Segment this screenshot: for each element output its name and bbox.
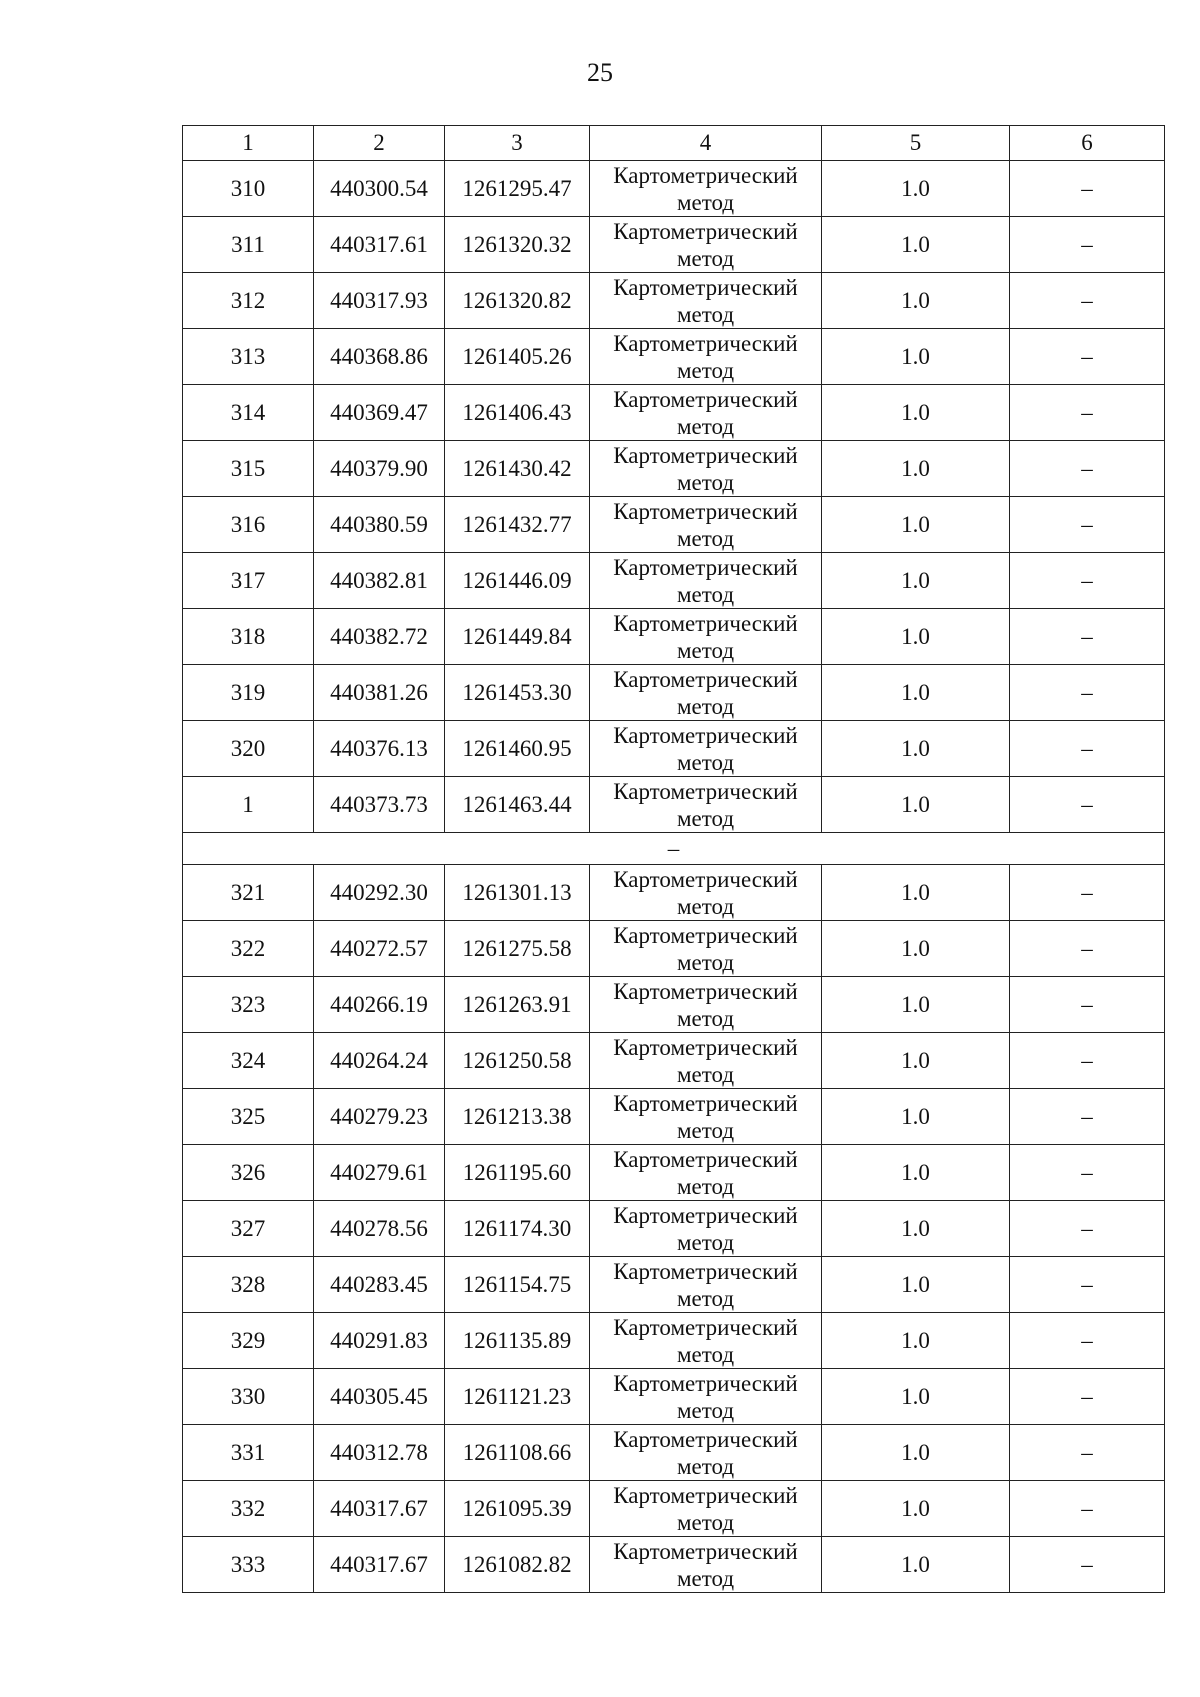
point-number-cell: 318 <box>183 609 314 665</box>
method-line-1: Картометрический <box>613 722 798 748</box>
x-coordinate-cell: 440266.19 <box>314 977 445 1033</box>
y-coordinate-cell: 1261301.13 <box>445 865 590 921</box>
y-coordinate-cell: 1261405.26 <box>445 329 590 385</box>
table-row <box>183 777 1165 833</box>
method-line-1: Картометрический <box>613 1258 798 1284</box>
method-line-1: Картометрический <box>613 922 798 948</box>
method-line-2: метод <box>676 749 735 775</box>
method-cell <box>590 273 822 329</box>
method-cell <box>590 217 822 273</box>
method-cell <box>590 553 822 609</box>
method-line-2: метод <box>676 245 735 271</box>
x-coordinate-cell: 440264.24 <box>314 1033 445 1089</box>
description-cell: – <box>1010 329 1165 385</box>
method-line-1: Картометрический <box>613 498 798 524</box>
point-number-cell: 325 <box>183 1089 314 1145</box>
point-number-cell: 1 <box>183 777 314 833</box>
method-line-1: Картометрический <box>613 1202 798 1228</box>
table-row <box>183 609 1165 665</box>
y-coordinate-cell: 1261263.91 <box>445 977 590 1033</box>
y-coordinate-cell: 1261320.32 <box>445 217 590 273</box>
method-line-1: Картометрический <box>613 554 798 580</box>
method-line-2: метод <box>676 581 735 607</box>
point-number-cell: 310 <box>183 161 314 217</box>
point-number-cell: 313 <box>183 329 314 385</box>
method-line-1: Картометрический <box>613 1314 798 1340</box>
y-coordinate-cell: 1261275.58 <box>445 921 590 977</box>
accuracy-cell: 1.0 <box>822 1425 1010 1481</box>
x-coordinate-cell: 440373.73 <box>314 777 445 833</box>
description-cell: – <box>1010 385 1165 441</box>
point-number-cell: 312 <box>183 273 314 329</box>
accuracy-cell: 1.0 <box>822 721 1010 777</box>
y-coordinate-cell: 1261320.82 <box>445 273 590 329</box>
description-cell: – <box>1010 1145 1165 1201</box>
point-number-cell: 326 <box>183 1145 314 1201</box>
method-line-2: метод <box>676 1229 735 1255</box>
y-coordinate-cell: 1261095.39 <box>445 1481 590 1537</box>
section-separator: – <box>183 833 1165 865</box>
accuracy-cell: 1.0 <box>822 385 1010 441</box>
table-row <box>183 1257 1165 1313</box>
method-cell <box>590 777 822 833</box>
accuracy-cell: 1.0 <box>822 1369 1010 1425</box>
table-row <box>183 1481 1165 1537</box>
method-cell <box>590 865 822 921</box>
method-cell <box>590 977 822 1033</box>
accuracy-cell: 1.0 <box>822 609 1010 665</box>
method-line-1: Картометрический <box>613 330 798 356</box>
table-row <box>183 665 1165 721</box>
table-row <box>183 1145 1165 1201</box>
description-cell: – <box>1010 497 1165 553</box>
point-number-cell: 316 <box>183 497 314 553</box>
point-number-cell: 321 <box>183 865 314 921</box>
method-cell <box>590 665 822 721</box>
column-header: 4 <box>590 126 822 161</box>
description-cell: – <box>1010 609 1165 665</box>
column-header: 5 <box>822 126 1010 161</box>
x-coordinate-cell: 440279.61 <box>314 1145 445 1201</box>
description-cell: – <box>1010 1257 1165 1313</box>
method-line-1: Картометрический <box>613 666 798 692</box>
method-line-1: Картометрический <box>613 1034 798 1060</box>
accuracy-cell: 1.0 <box>822 1257 1010 1313</box>
table-row <box>183 553 1165 609</box>
y-coordinate-cell: 1261446.09 <box>445 553 590 609</box>
description-cell: – <box>1010 1201 1165 1257</box>
table-row <box>183 385 1165 441</box>
description-cell: – <box>1010 865 1165 921</box>
accuracy-cell: 1.0 <box>822 441 1010 497</box>
description-cell: – <box>1010 1537 1165 1593</box>
table-row <box>183 161 1165 217</box>
method-line-2: метод <box>676 301 735 327</box>
x-coordinate-cell: 440317.61 <box>314 217 445 273</box>
method-line-1: Картометрический <box>613 386 798 412</box>
x-coordinate-cell: 440300.54 <box>314 161 445 217</box>
method-line-2: метод <box>676 1061 735 1087</box>
x-coordinate-cell: 440292.30 <box>314 865 445 921</box>
description-cell: – <box>1010 1425 1165 1481</box>
method-line-1: Картометрический <box>613 866 798 892</box>
table-row <box>183 273 1165 329</box>
point-number-cell: 331 <box>183 1425 314 1481</box>
description-cell: – <box>1010 217 1165 273</box>
description-cell: – <box>1010 777 1165 833</box>
accuracy-cell: 1.0 <box>822 865 1010 921</box>
description-cell: – <box>1010 441 1165 497</box>
description-cell: – <box>1010 553 1165 609</box>
y-coordinate-cell: 1261121.23 <box>445 1369 590 1425</box>
point-number-cell: 327 <box>183 1201 314 1257</box>
method-line-2: метод <box>676 189 735 215</box>
method-cell <box>590 1537 822 1593</box>
y-coordinate-cell: 1261108.66 <box>445 1425 590 1481</box>
method-line-1: Картометрический <box>613 1538 798 1564</box>
coordinates-table <box>182 125 1165 1593</box>
table-row <box>183 977 1165 1033</box>
y-coordinate-cell: 1261430.42 <box>445 441 590 497</box>
accuracy-cell: 1.0 <box>822 921 1010 977</box>
accuracy-cell: 1.0 <box>822 1033 1010 1089</box>
table-row <box>183 1313 1165 1369</box>
method-line-1: Картометрический <box>613 1146 798 1172</box>
point-number-cell: 332 <box>183 1481 314 1537</box>
point-number-cell: 329 <box>183 1313 314 1369</box>
method-cell <box>590 161 822 217</box>
method-line-1: Картометрический <box>613 978 798 1004</box>
point-number-cell: 320 <box>183 721 314 777</box>
method-line-2: метод <box>676 637 735 663</box>
y-coordinate-cell: 1261135.89 <box>445 1313 590 1369</box>
table-row <box>183 921 1165 977</box>
accuracy-cell: 1.0 <box>822 161 1010 217</box>
method-cell <box>590 329 822 385</box>
x-coordinate-cell: 440283.45 <box>314 1257 445 1313</box>
method-cell <box>590 1313 822 1369</box>
x-coordinate-cell: 440317.67 <box>314 1481 445 1537</box>
table-row <box>183 329 1165 385</box>
method-cell <box>590 609 822 665</box>
method-cell <box>590 1033 822 1089</box>
method-line-1: Картометрический <box>613 442 798 468</box>
table-row <box>183 865 1165 921</box>
method-cell <box>590 441 822 497</box>
accuracy-cell: 1.0 <box>822 1145 1010 1201</box>
method-line-1: Картометрический <box>613 274 798 300</box>
method-line-2: метод <box>676 1285 735 1311</box>
y-coordinate-cell: 1261432.77 <box>445 497 590 553</box>
x-coordinate-cell: 440317.67 <box>314 1537 445 1593</box>
method-line-2: метод <box>676 1341 735 1367</box>
column-header: 2 <box>314 126 445 161</box>
method-line-2: метод <box>676 1005 735 1031</box>
method-cell <box>590 1481 822 1537</box>
point-number-cell: 323 <box>183 977 314 1033</box>
table-row <box>183 721 1165 777</box>
method-line-1: Картометрический <box>613 1090 798 1116</box>
accuracy-cell: 1.0 <box>822 217 1010 273</box>
point-number-cell: 324 <box>183 1033 314 1089</box>
method-cell <box>590 1369 822 1425</box>
accuracy-cell: 1.0 <box>822 777 1010 833</box>
method-line-2: метод <box>676 949 735 975</box>
method-line-2: метод <box>676 1117 735 1143</box>
method-line-2: метод <box>676 1173 735 1199</box>
accuracy-cell: 1.0 <box>822 1481 1010 1537</box>
table-row <box>183 1033 1165 1089</box>
method-line-1: Картометрический <box>613 1370 798 1396</box>
description-cell: – <box>1010 665 1165 721</box>
method-cell <box>590 721 822 777</box>
method-line-2: метод <box>676 693 735 719</box>
point-number-cell: 330 <box>183 1369 314 1425</box>
table-row <box>183 1369 1165 1425</box>
table-row <box>183 1201 1165 1257</box>
y-coordinate-cell: 1261463.44 <box>445 777 590 833</box>
accuracy-cell: 1.0 <box>822 665 1010 721</box>
method-line-2: метод <box>676 893 735 919</box>
accuracy-cell: 1.0 <box>822 1313 1010 1369</box>
point-number-cell: 333 <box>183 1537 314 1593</box>
method-cell <box>590 385 822 441</box>
method-line-2: метод <box>676 469 735 495</box>
method-line-1: Картометрический <box>613 1482 798 1508</box>
method-line-2: метод <box>676 805 735 831</box>
description-cell: – <box>1010 161 1165 217</box>
column-header: 1 <box>183 126 314 161</box>
method-line-1: Картометрический <box>613 610 798 636</box>
method-line-1: Картометрический <box>613 778 798 804</box>
method-line-2: метод <box>676 357 735 383</box>
method-cell <box>590 1145 822 1201</box>
point-number-cell: 311 <box>183 217 314 273</box>
y-coordinate-cell: 1261174.30 <box>445 1201 590 1257</box>
accuracy-cell: 1.0 <box>822 977 1010 1033</box>
table-row <box>183 217 1165 273</box>
x-coordinate-cell: 440379.90 <box>314 441 445 497</box>
header-row <box>183 126 1165 161</box>
x-coordinate-cell: 440369.47 <box>314 385 445 441</box>
method-cell <box>590 1089 822 1145</box>
x-coordinate-cell: 440382.81 <box>314 553 445 609</box>
x-coordinate-cell: 440279.23 <box>314 1089 445 1145</box>
x-coordinate-cell: 440317.93 <box>314 273 445 329</box>
method-cell <box>590 1201 822 1257</box>
y-coordinate-cell: 1261295.47 <box>445 161 590 217</box>
point-number-cell: 319 <box>183 665 314 721</box>
point-number-cell: 315 <box>183 441 314 497</box>
accuracy-cell: 1.0 <box>822 553 1010 609</box>
point-number-cell: 328 <box>183 1257 314 1313</box>
section-separator-row <box>183 833 1165 865</box>
description-cell: – <box>1010 1369 1165 1425</box>
y-coordinate-cell: 1261082.82 <box>445 1537 590 1593</box>
method-line-2: метод <box>676 1509 735 1535</box>
y-coordinate-cell: 1261449.84 <box>445 609 590 665</box>
x-coordinate-cell: 440380.59 <box>314 497 445 553</box>
description-cell: – <box>1010 1089 1165 1145</box>
x-coordinate-cell: 440382.72 <box>314 609 445 665</box>
method-cell <box>590 497 822 553</box>
table-row <box>183 1425 1165 1481</box>
x-coordinate-cell: 440278.56 <box>314 1201 445 1257</box>
method-line-2: метод <box>676 413 735 439</box>
method-cell <box>590 921 822 977</box>
table-row <box>183 441 1165 497</box>
description-cell: – <box>1010 1481 1165 1537</box>
description-cell: – <box>1010 721 1165 777</box>
page-number: 25 <box>587 58 613 87</box>
y-coordinate-cell: 1261195.60 <box>445 1145 590 1201</box>
accuracy-cell: 1.0 <box>822 329 1010 385</box>
x-coordinate-cell: 440291.83 <box>314 1313 445 1369</box>
method-line-2: метод <box>676 525 735 551</box>
x-coordinate-cell: 440381.26 <box>314 665 445 721</box>
y-coordinate-cell: 1261460.95 <box>445 721 590 777</box>
method-line-2: метод <box>676 1453 735 1479</box>
description-cell: – <box>1010 273 1165 329</box>
method-line-2: метод <box>676 1397 735 1423</box>
column-header: 6 <box>1010 126 1165 161</box>
point-number-cell: 314 <box>183 385 314 441</box>
accuracy-cell: 1.0 <box>822 273 1010 329</box>
y-coordinate-cell: 1261406.43 <box>445 385 590 441</box>
method-line-1: Картометрический <box>613 218 798 244</box>
point-number-cell: 322 <box>183 921 314 977</box>
method-cell <box>590 1425 822 1481</box>
x-coordinate-cell: 440305.45 <box>314 1369 445 1425</box>
accuracy-cell: 1.0 <box>822 1089 1010 1145</box>
table-row <box>183 1537 1165 1593</box>
y-coordinate-cell: 1261213.38 <box>445 1089 590 1145</box>
description-cell: – <box>1010 921 1165 977</box>
x-coordinate-cell: 440272.57 <box>314 921 445 977</box>
method-line-1: Картометрический <box>613 1426 798 1452</box>
x-coordinate-cell: 440368.86 <box>314 329 445 385</box>
table-row <box>183 497 1165 553</box>
description-cell: – <box>1010 1033 1165 1089</box>
x-coordinate-cell: 440376.13 <box>314 721 445 777</box>
accuracy-cell: 1.0 <box>822 1201 1010 1257</box>
method-cell <box>590 1257 822 1313</box>
method-line-2: метод <box>676 1565 735 1591</box>
table-row <box>183 1089 1165 1145</box>
accuracy-cell: 1.0 <box>822 1537 1010 1593</box>
x-coordinate-cell: 440312.78 <box>314 1425 445 1481</box>
description-cell: – <box>1010 977 1165 1033</box>
description-cell: – <box>1010 1313 1165 1369</box>
y-coordinate-cell: 1261154.75 <box>445 1257 590 1313</box>
column-header: 3 <box>445 126 590 161</box>
accuracy-cell: 1.0 <box>822 497 1010 553</box>
y-coordinate-cell: 1261453.30 <box>445 665 590 721</box>
method-line-1: Картометрический <box>613 162 798 188</box>
y-coordinate-cell: 1261250.58 <box>445 1033 590 1089</box>
point-number-cell: 317 <box>183 553 314 609</box>
